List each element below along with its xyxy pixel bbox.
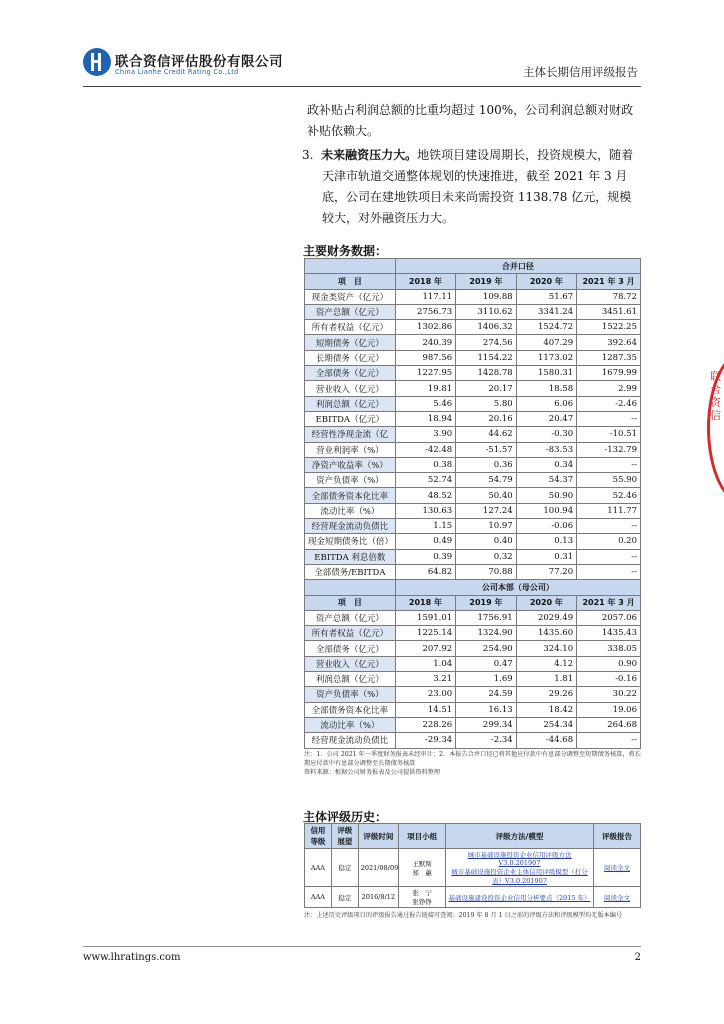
cell-value: 1591.01 [395,610,455,625]
cell-value: 19.06 [577,702,641,717]
rating-date: 2021/08/09 [358,849,398,887]
report-type: 主体长期信用评级报告 [523,65,638,79]
row-label: 资产负债率（%） [305,473,396,488]
cell-value: 51.67 [516,289,576,304]
rating-report [593,887,640,908]
cell-value: 100.94 [516,503,576,518]
cell-value: -132.79 [577,442,641,457]
cell-value: 299.34 [456,717,516,732]
table-row [305,702,641,717]
row-label: 利润总额（亿元） [305,396,396,411]
paragraph-item-3 [302,145,642,229]
row-label: 利润总额（亿元） [305,672,396,687]
page-number: 2 [634,952,641,963]
cell-value: 0.31 [516,549,576,564]
table-row [305,304,641,319]
column-header: 评级展望 [331,824,358,849]
rating-grade: AAA [305,849,332,887]
row-label: 全部债务（亿元） [305,366,396,381]
cell-value: 16.13 [456,702,516,717]
row-label: 长期债务（亿元） [305,350,396,365]
cell-value: 264.68 [577,717,641,732]
cell-value: 0.34 [516,457,576,472]
cell-value: 55.90 [577,473,641,488]
group-header-parent [305,580,641,595]
cell-value: 0.39 [395,549,455,564]
table-row [305,457,641,472]
item-heading: 未来融资压力大。 [321,148,418,162]
cell-value: 54.37 [516,473,576,488]
column-header: 评级方法/模型 [446,824,594,849]
column-header: 2020 年 [516,274,576,289]
table-row [305,656,641,671]
cell-value: 0.38 [395,457,455,472]
cell-value: 1225.14 [395,626,455,641]
rating-grade: AAA [305,887,332,908]
rating-method [446,887,594,908]
column-header: 项 目 [305,274,396,289]
table-row [305,717,641,732]
cell-value: 50.40 [456,488,516,503]
cell-value: 254.34 [516,717,576,732]
group-label: 合并口径 [395,259,640,274]
cell-value: 1173.02 [516,350,576,365]
cell-value: 20.17 [456,381,516,396]
row-label: EBITDA（亿元） [305,411,396,426]
column-header: 项目小组 [399,824,446,849]
cell-value: 54.79 [456,473,516,488]
table-row [305,641,641,656]
cell-value: -2.34 [456,733,516,748]
column-header: 2018 年 [395,274,455,289]
rating-date: 2016/8/12 [358,887,398,908]
cell-value: 50.90 [516,488,576,503]
table-row [305,488,641,503]
cell-value: 1679.99 [577,366,641,381]
cell-value: 0.13 [516,534,576,549]
cell-value: 14.51 [395,702,455,717]
cell-value: 3.90 [395,427,455,442]
table-row [305,610,641,625]
table-row [305,335,641,350]
cell-value: -2.46 [577,396,641,411]
cell-value: 338.05 [577,641,641,656]
cell-value: 10.97 [456,519,516,534]
rating-history-table [304,823,641,908]
cell-value: -51.57 [456,442,516,457]
cell-value: 48.52 [395,488,455,503]
fin-note-1: 注：1．公司 2021 年一季度财务报表未经审计；2．本报告合并口径已将其他应付款中有息部分调整至短期债务核算，将长期应付款中有息部分调整至长期债务核算 [304,751,641,767]
column-header: 2021 年 3 月 [577,274,641,289]
cell-value: -0.16 [577,672,641,687]
item-text: 地铁项目建设周期长，投资规模大，随着天津市轨道交通整体规划的快速推进，截至 2021 年 3 月底，公司在建地铁项目未来尚需投资 1138.78 亿元，规模较大，对外融资压力大。 [322,148,634,225]
table-row [305,396,641,411]
row-label: 经营性净现金流（亿 [305,427,396,442]
header-rule [83,86,641,87]
method-link[interactable]: 基础设施建设投资企业信用分析要点（2015 年） [448,893,591,902]
cell-value: 0.90 [577,656,641,671]
cell-value: 1.69 [456,672,516,687]
cell-value: 5.46 [395,396,455,411]
cell-value: 52.46 [577,488,641,503]
row-label: 净资产收益率（%） [305,457,396,472]
row-label: 资产负债率（%） [305,687,396,702]
cell-value: 0.36 [456,457,516,472]
row-label: 所有者权益（亿元） [305,626,396,641]
cell-value: 111.77 [577,503,641,518]
row-label: 全部债务/EBITDA [305,564,396,579]
cell-value: 77.20 [516,564,576,579]
cell-value: 19.81 [395,381,455,396]
table-row [305,503,641,518]
column-header: 2018 年 [395,595,455,610]
column-header: 评级时间 [358,824,398,849]
cell-value: 52.74 [395,473,455,488]
cell-value: 44.62 [456,427,516,442]
row-label: 流动比率（%） [305,503,396,518]
cell-value: -83.53 [516,442,576,457]
table-row [305,289,641,304]
cell-value: 3.21 [395,672,455,687]
row-label: 营业收入（亿元） [305,656,396,671]
cell-value: -- [577,564,641,579]
column-header: 评级报告 [593,824,640,849]
cell-value: 987.56 [395,350,455,365]
cell-value: 207.92 [395,641,455,656]
table-row [305,534,641,549]
history-row [305,887,641,908]
cell-value: 1435.60 [516,626,576,641]
column-header: 2019 年 [456,274,516,289]
company-name-cn: 联合资信评估股份有限公司 [115,54,283,70]
row-label: 现金类资产（亿元） [305,289,396,304]
cell-value: 1.04 [395,656,455,671]
row-label: 短期债务（亿元） [305,335,396,350]
cell-value: -- [577,411,641,426]
cell-value: -- [577,549,641,564]
table-row [305,519,641,534]
row-label: EBITDA 利息倍数 [305,549,396,564]
row-label: 全部债务资本化比率 [305,702,396,717]
rating-outlook: 稳定 [331,887,358,908]
cell-value: 324.10 [516,641,576,656]
fin-table-title: 主要财务数据： [303,244,388,258]
cell-value: 4.12 [516,656,576,671]
cell-value: 0.40 [456,534,516,549]
table-row [305,549,641,564]
column-header: 2019 年 [456,595,516,610]
cell-value: 1580.31 [516,366,576,381]
row-label: 经营现金流动负债比 [305,519,396,534]
column-header: 2021 年 3 月 [577,595,641,610]
cell-value: -- [577,733,641,748]
rating-method [446,849,594,887]
cell-value: 1324.90 [456,626,516,641]
row-label: 现金短期债务比（倍） [305,534,396,549]
cell-value: -44.68 [516,733,576,748]
cell-value: 407.29 [516,335,576,350]
cell-value: 117.11 [395,289,455,304]
cell-value: -42.48 [395,442,455,457]
table-row [305,733,641,748]
fin-notes [304,750,641,777]
cell-value: 6.06 [516,396,576,411]
group-header-consolidated [305,259,641,274]
read-report-link[interactable]: 阅读全文 [603,864,630,872]
cell-value: 1756.91 [456,610,516,625]
history-row [305,849,641,887]
cell-value: 1522.25 [577,320,641,335]
cell-value: 64.82 [395,564,455,579]
table-row [305,320,641,335]
row-label: 全部债务（亿元） [305,641,396,656]
footer-rule [83,946,641,947]
cell-value: 1435.43 [577,626,641,641]
table-row [305,626,641,641]
table-row [305,411,641,426]
cell-value: 109.88 [456,289,516,304]
group-blank [305,259,396,274]
cell-value: 0.47 [456,656,516,671]
table-row [305,350,641,365]
cell-value: 0.20 [577,534,641,549]
cell-value: 20.47 [516,411,576,426]
history-note: 注：上述历史评级项目的评级报告通过报告链接可查阅；2019 年 8 月 1 日之前的评级方法和评级模型均无版本编号 [304,912,623,919]
item-number: 3. [302,148,314,162]
table-row [305,366,641,381]
rating-outlook: 稳定 [331,849,358,887]
cell-value: -29.34 [395,733,455,748]
cell-value: 0.49 [395,534,455,549]
cell-value: 18.94 [395,411,455,426]
row-label: 经营现金流动负债比 [305,733,396,748]
cell-value: 1428.78 [456,366,516,381]
cell-value: 0.32 [456,549,516,564]
cell-value: 18.42 [516,702,576,717]
row-label: 资产总额（亿元） [305,304,396,319]
cell-value: 1227.95 [395,366,455,381]
cell-value: 130.63 [395,503,455,518]
cell-value: 20.16 [456,411,516,426]
table-header-row [305,595,641,610]
project-team: 张 宁 张铮铮 [399,887,446,908]
cell-value: 5.80 [456,396,516,411]
company-name-en: China Lianhe Credit Rating Co.,Ltd [115,68,239,76]
table-row [305,442,641,457]
method-link[interactable]: 城市基础设施投资企业信用评级方法 V3.0.201907 [467,851,572,867]
read-report-link[interactable]: 阅读全文 [603,893,630,902]
row-label: 流动比率（%） [305,717,396,732]
cell-value: -- [577,519,641,534]
row-label: 资产总额（亿元） [305,610,396,625]
cell-value: 18.58 [516,381,576,396]
cell-value: -0.06 [516,519,576,534]
column-header: 信用等级 [305,824,332,849]
cell-value: 2756.73 [395,304,455,319]
history-title: 主体评级历史： [303,810,388,824]
cell-value: 24.59 [456,687,516,702]
rating-report [593,849,640,887]
table-row [305,564,641,579]
financial-data-table [304,258,641,749]
cell-value: -10.51 [577,427,641,442]
cell-value: 78.72 [577,289,641,304]
column-header: 项 目 [305,595,396,610]
cell-value: 1.81 [516,672,576,687]
history-header-row [305,824,641,849]
paragraph-continuation [307,100,642,142]
row-label: 营业利润率（%） [305,442,396,457]
cell-value: -- [577,457,641,472]
footer-url[interactable]: www.lhratings.com [83,952,181,963]
cell-value: 3341.24 [516,304,576,319]
cell-value: 2.99 [577,381,641,396]
cell-value: 1406.32 [456,320,516,335]
fin-note-source: 资料来源：根据公司财务报表及公司提供资料整理 [304,769,441,776]
table-row [305,381,641,396]
table-row [305,687,641,702]
row-label: 所有者权益（亿元） [305,320,396,335]
cell-value: 2029.49 [516,610,576,625]
cell-value: 1302.86 [395,320,455,335]
table-row [305,473,641,488]
cell-value: 3451.61 [577,304,641,319]
cell-value: 3110.62 [456,304,516,319]
table-row [305,427,641,442]
cell-value: 1524.72 [516,320,576,335]
para-text: 政补贴占利润总额的比重均超过 100%，公司利润总额对财政补贴依赖大。 [307,103,634,138]
cell-value: 392.64 [577,335,641,350]
cell-value: 1.15 [395,519,455,534]
cell-value: 2057.06 [577,610,641,625]
cell-value: 1287.35 [577,350,641,365]
cell-value: 240.39 [395,335,455,350]
column-header: 2020 年 [516,595,576,610]
cell-value: 70.88 [456,564,516,579]
seal-stamp-text: 联 合 资 信 [710,370,721,422]
method-link[interactable]: 城市基础设施投资企业主体信用评级模型（打分表）V3.0.201907 [451,868,588,885]
cell-value: 29.26 [516,687,576,702]
row-label: 全部债务资本化比率 [305,488,396,503]
cell-value: 1154.22 [456,350,516,365]
table-header-row [305,274,641,289]
cell-value: 274.56 [456,335,516,350]
cell-value: 30.22 [577,687,641,702]
company-logo [83,48,111,76]
cell-value: -0.30 [516,427,576,442]
cell-value: 228.26 [395,717,455,732]
cell-value: 23.00 [395,687,455,702]
cell-value: 254.90 [456,641,516,656]
table-row [305,672,641,687]
group-label: 公司本部（母公司） [395,580,640,595]
group-blank [305,580,396,595]
cell-value: 127.24 [456,503,516,518]
row-label: 营业收入（亿元） [305,381,396,396]
project-team: 王默斯 郑 蕙 [399,849,446,887]
